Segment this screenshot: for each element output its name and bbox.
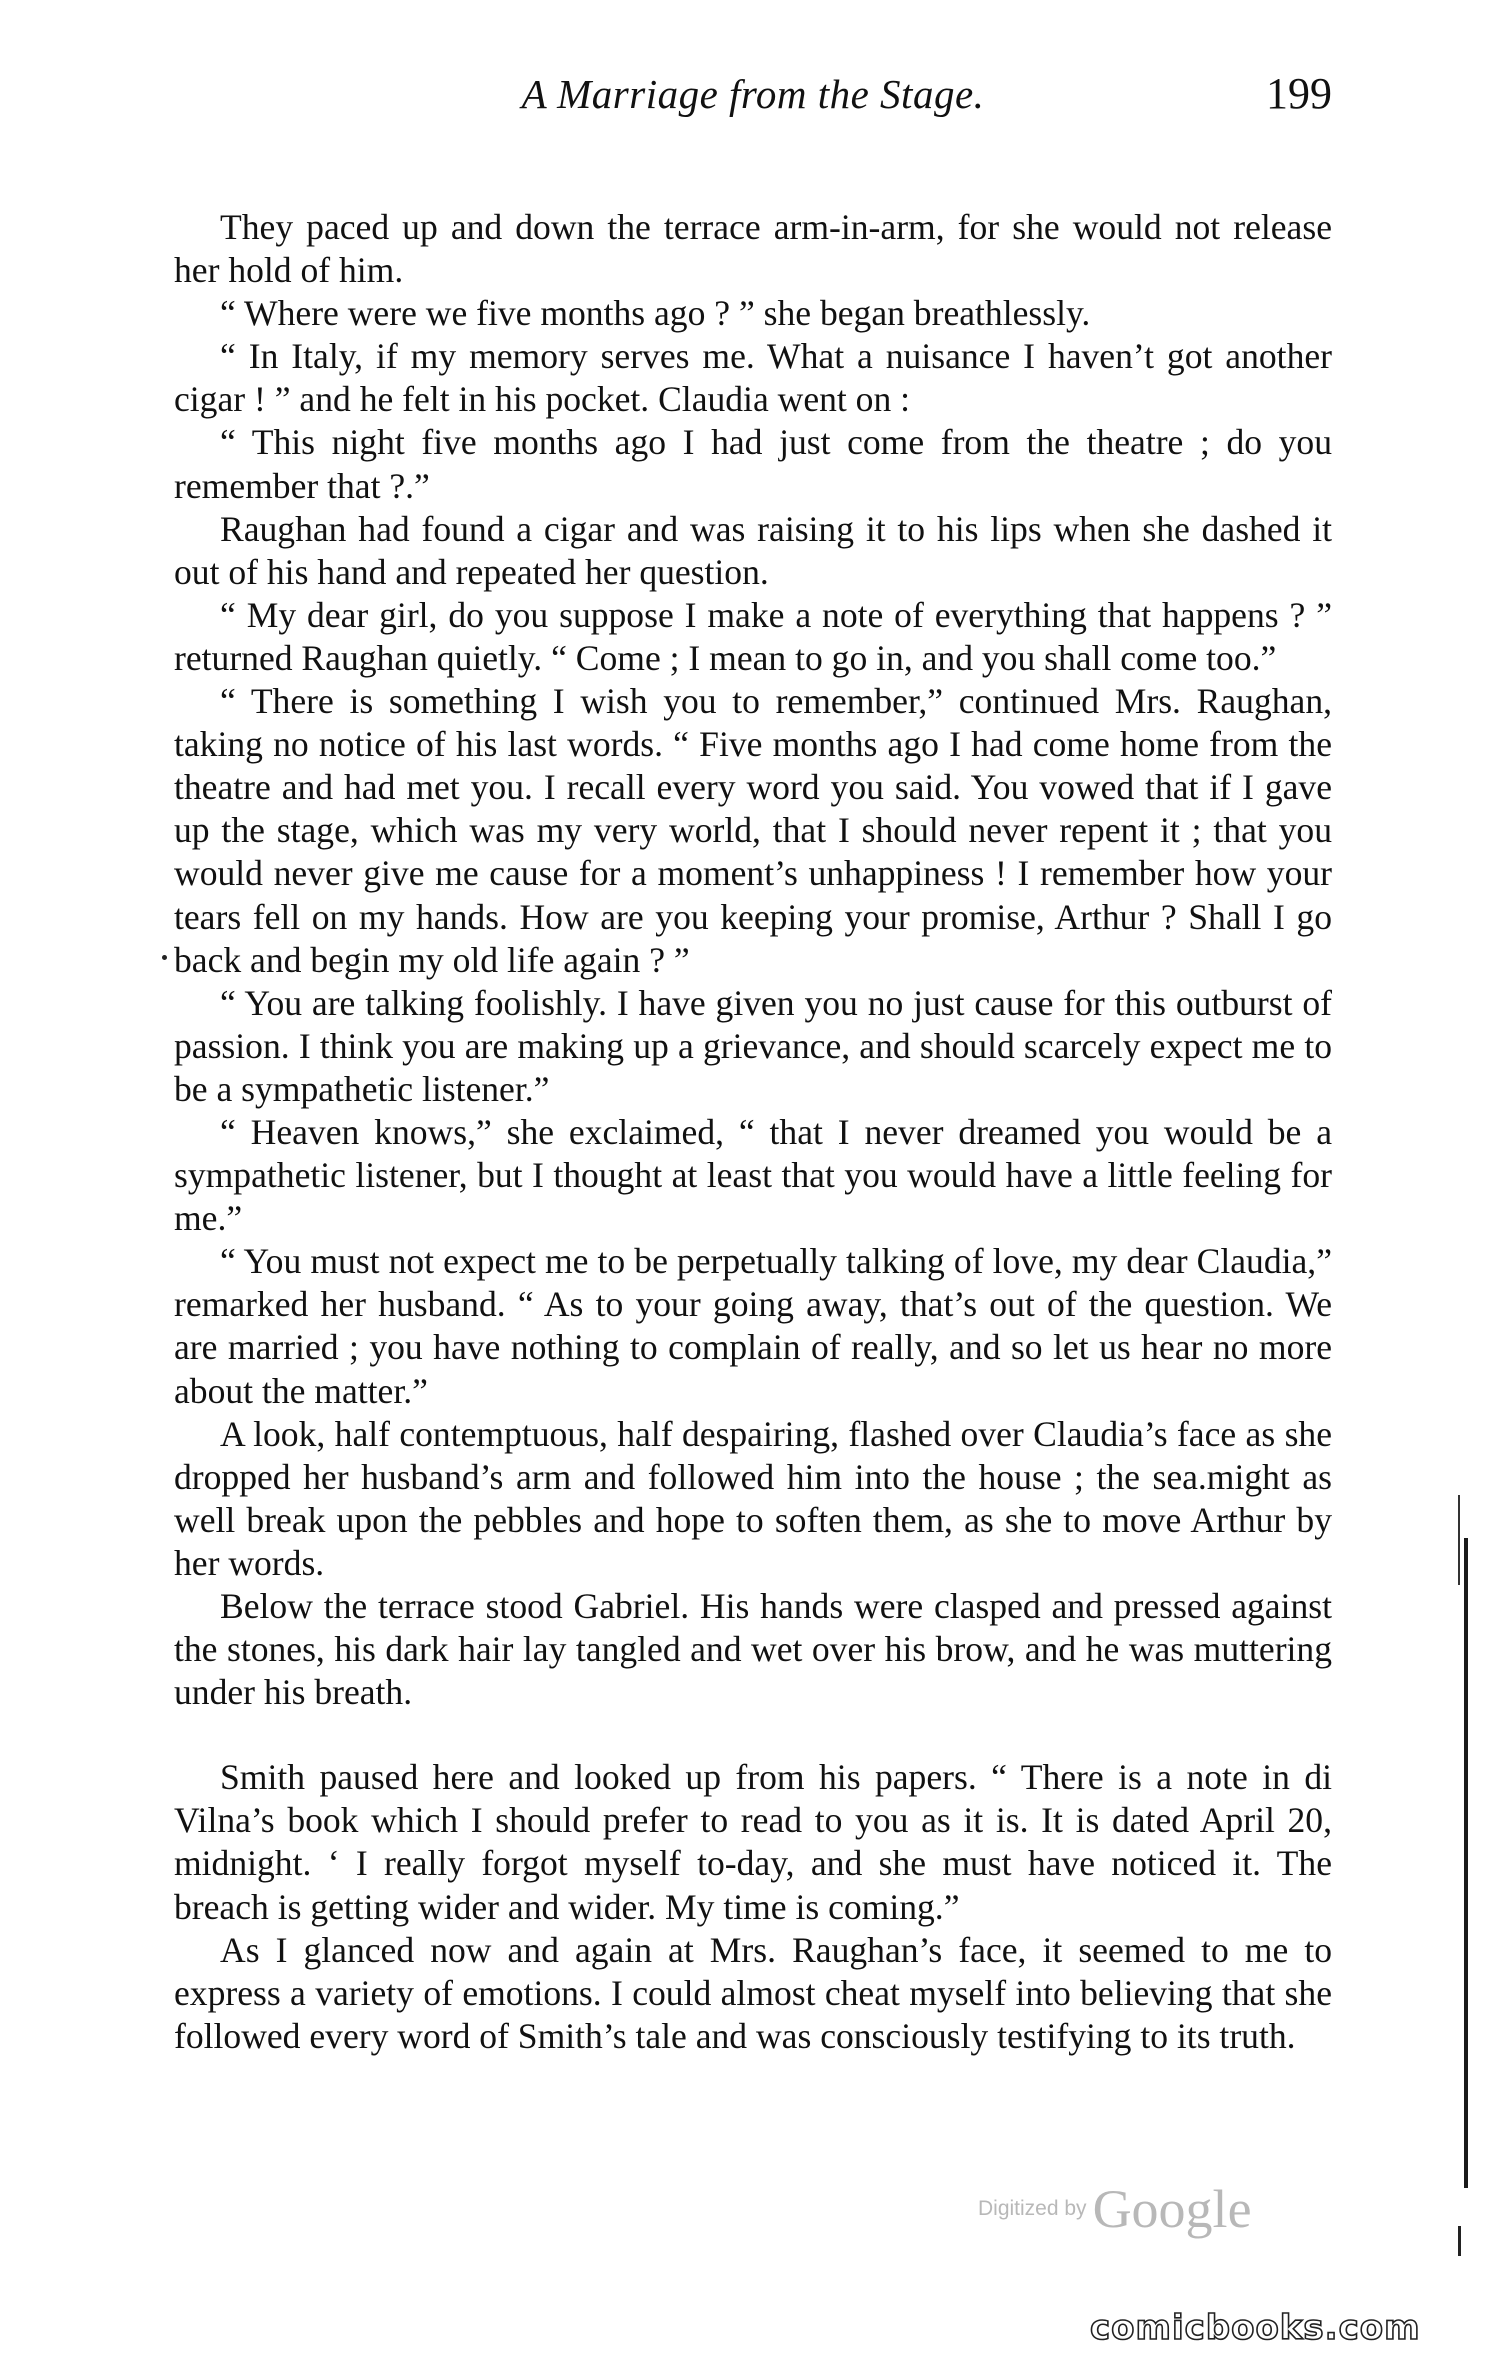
running-head — [174, 62, 1332, 132]
paragraph: “ Where were we five months ago ? ” she began breathlessly. — [220, 293, 1091, 334]
paragraph: Raughan had found a cigar and was raising it to his lips when she dashed it out of his hand and repeated her question. — [174, 508, 1332, 592]
body-text — [174, 206, 1332, 2058]
page-number: 199 — [1266, 69, 1332, 118]
running-title: A Marriage from the Stage. — [521, 71, 985, 117]
paragraph: “ My dear girl, do you suppose I make a note of everything that happens ? ” returned Raughan quietly. “ Come ; I mean to go in, and you shall come too.” — [174, 594, 1332, 678]
site-watermark: comicbooks.com — [1090, 2308, 1421, 2348]
paragraph: “ This night five months ago I had just come from the theatre ; do you remember that ?.” — [174, 422, 1332, 506]
page-edge-shadow — [1458, 1495, 1460, 1585]
page-edge-shadow — [1464, 1538, 1468, 2188]
paragraph: Below the terrace stood Gabriel. His hands were clasped and pressed against the stones, his dark hair lay tangled and wet over his brow, and he was muttering under his breath. — [174, 1586, 1332, 1713]
paragraph: As I glanced now and again at Mrs. Raughan’s face, it seemed to me to express a variety of emotions. I could almost cheat myself into believing that she followed every word of Smith’s tale and was consciously testifying to its truth. — [174, 1929, 1332, 2056]
paragraph: “ Heaven knows,” she exclaimed, “ that I never dreamed you would be a sympathetic listener, but I thought at least that you would have a little feeling for me.” — [174, 1111, 1332, 1239]
paragraph: They paced up and down the terrace arm-in-arm, for she would not release her hold of him. — [174, 207, 1332, 291]
page-edge-shadow — [1458, 2226, 1461, 2256]
book-page — [174, 62, 1332, 2058]
margin-mark — [162, 955, 167, 960]
paragraph: “ You must not expect me to be perpetually talking of love, my dear Claudia,” remarked her husband. “ As to your going away, that’s out of the question. We are married ; you have nothing to complain of really, and so let us hear no more about the matter.” — [174, 1241, 1332, 1411]
google-logo-text: Google — [1092, 2179, 1252, 2239]
paragraph: A look, half contemptuous, half despairing, flashed over Claudia’s face as she dropped her husband’s arm and followed him into the house ; the sea.might as well break upon the pebbles and hope to soften them, as she to move Arthur by her words. — [174, 1413, 1332, 1583]
paragraph: “ There is something I wish you to remember,” continued Mrs. Raughan, taking no notice of his last words. “ Five months ago I had come home from the theatre and had met you. I recall every word you said. You vowed that if I gave up the stage, which was my very world, that I should never repent it ; that you would never give me cause for a moment’s unhappiness ! I remember how your tears fell on my hands. How are you keeping your promise, Arthur ? Shall I go back and begin my old life again ? ” — [174, 681, 1332, 980]
digitized-by-label: Digitized by — [978, 2197, 1087, 2220]
paragraph: Smith paused here and looked up from his papers. “ There is a note in di Vilna’s book which I should prefer to read to you as it is. It is dated April 20, midnight. ‘ I really forgot myself to-day, and she must have noticed it. The breach is getting wider and wider. My time is coming.” — [174, 1757, 1332, 1927]
digitized-by-google-mark — [978, 2178, 1252, 2240]
paragraph: “ In Italy, if my memory serves me. What a nuisance I haven’t got another cigar ! ” and he felt in his pocket. Claudia went on : — [174, 336, 1332, 420]
paragraph: “ You are talking foolishly. I have given you no just cause for this outburst of passion. I think you are making up a grievance, and should scarcely expect me to be a sympathetic listener.” — [174, 982, 1332, 1109]
section-break — [174, 1714, 1332, 1756]
